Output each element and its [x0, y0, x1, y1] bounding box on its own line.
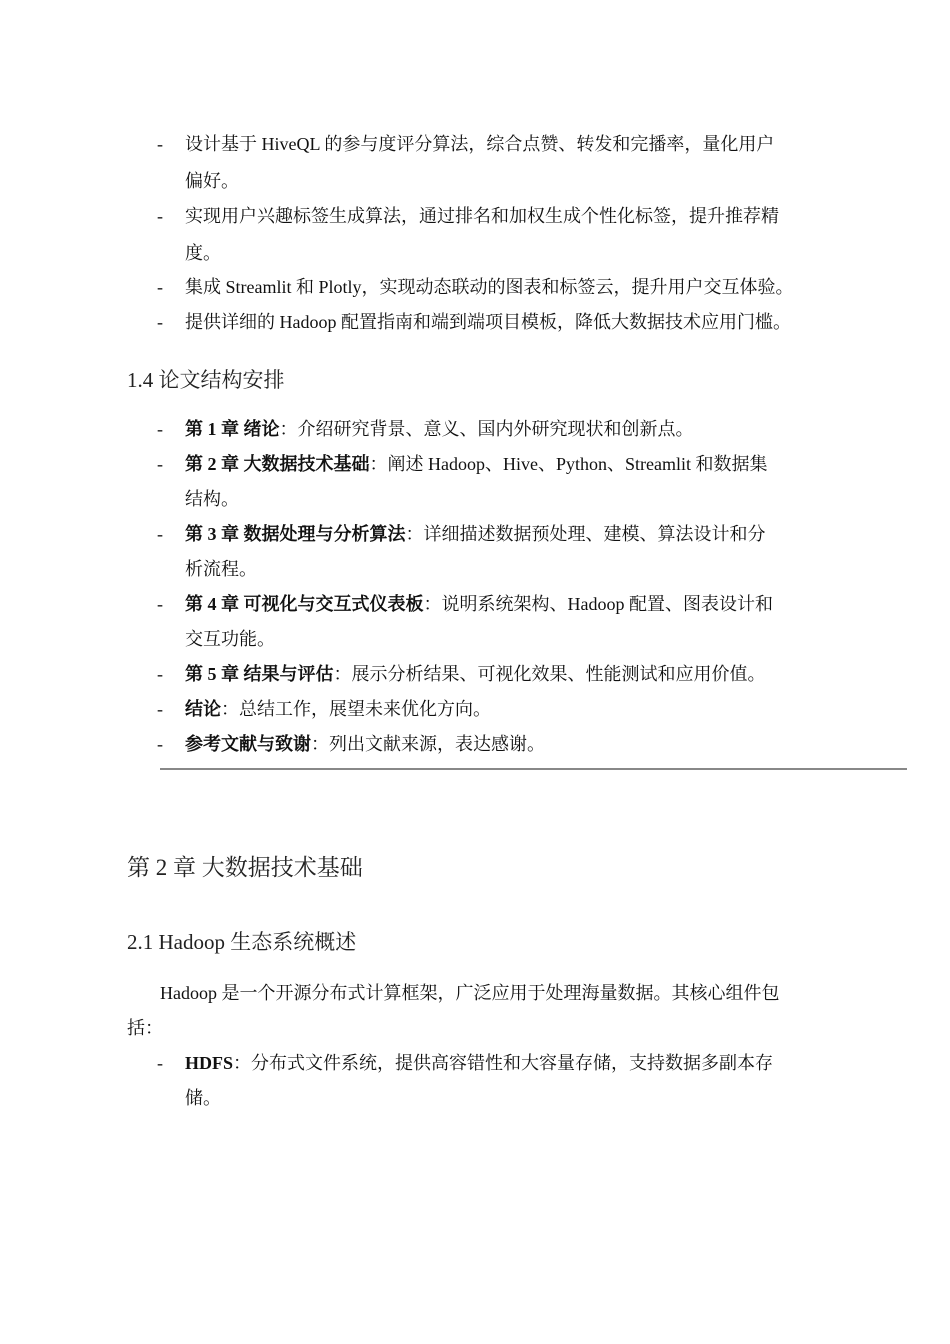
contribution-item-line: 偏好。: [185, 171, 239, 191]
structure-desc: ：总结工作，展望未来优化方向。: [221, 699, 491, 719]
structure-item: [185, 418, 694, 440]
bullet-dash: -: [157, 419, 163, 439]
structure-desc: ：介绍研究背景、意义、国内外研究现状和创新点。: [279, 419, 694, 439]
structure-desc: ：列出文献来源，表达感谢。: [311, 734, 545, 754]
bullet-dash: -: [157, 664, 163, 684]
paragraph-line: 括：: [127, 1018, 163, 1038]
hdfs-continuation: 储。: [185, 1088, 221, 1108]
chapter-2-heading: 第 2 章 大数据技术基础: [127, 855, 363, 880]
structure-item: [185, 453, 767, 475]
structure-term: 第 4 章 可视化与交互式仪表板: [185, 594, 424, 614]
section-heading-1-4: 1.4 论文结构安排: [127, 368, 285, 392]
structure-desc: ：说明系统架构、Hadoop 配置、图表设计和: [423, 594, 773, 614]
structure-term: 第 3 章 数据处理与分析算法: [185, 524, 406, 544]
contribution-item-line: 提供详细的 Hadoop 配置指南和端到端项目模板，降低大数据技术应用门槛。: [185, 312, 791, 332]
contribution-item-line: 实现用户兴趣标签生成算法，通过排名和加权生成个性化标签，提升推荐精: [185, 206, 779, 226]
hdfs-item: [185, 1052, 773, 1074]
section-heading-2-1: 2.1 Hadoop 生态系统概述: [127, 930, 357, 954]
bullet-dash: -: [157, 312, 163, 332]
structure-term: 结论: [185, 699, 221, 719]
structure-item: [185, 523, 766, 545]
bullet-dash: -: [157, 524, 163, 544]
bullet-dash: -: [157, 1053, 163, 1073]
bullet-dash: -: [157, 277, 163, 297]
horizontal-rule: [160, 768, 907, 770]
bullet-dash: -: [157, 454, 163, 474]
paragraph-line: Hadoop 是一个开源分布式计算框架，广泛应用于处理海量数据。其核心组件包: [160, 983, 780, 1003]
contribution-item-line: 度。: [185, 243, 221, 263]
bullet-dash: -: [157, 594, 163, 614]
structure-item: [185, 663, 766, 685]
structure-item: [185, 593, 773, 615]
structure-continuation: 结构。: [185, 489, 239, 509]
bullet-dash: -: [157, 699, 163, 719]
bullet-dash: -: [157, 134, 163, 154]
structure-desc: ：阐述 Hadoop、Hive、Python、Streamlit 和数据集: [369, 454, 768, 474]
structure-term: 第 1 章 绪论: [185, 419, 280, 439]
contribution-item-line: 集成 Streamlit 和 Plotly，实现动态联动的图表和标签云，提升用户交互体验。: [185, 277, 794, 297]
bullet-dash: -: [157, 734, 163, 754]
structure-item: [185, 733, 545, 755]
contribution-item-line: 设计基于 HiveQL 的参与度评分算法，综合点赞、转发和完播率，量化用户: [185, 134, 775, 154]
hdfs-term: HDFS: [185, 1053, 234, 1073]
structure-item: [185, 698, 491, 720]
bullet-dash: -: [157, 206, 163, 226]
structure-term: 参考文献与致谢: [185, 734, 311, 754]
structure-term: 第 5 章 结果与评估: [185, 664, 334, 684]
structure-term: 第 2 章 大数据技术基础: [185, 454, 370, 474]
structure-continuation: 交互功能。: [185, 629, 275, 649]
structure-desc: ：展示分析结果、可视化效果、性能测试和应用价值。: [333, 664, 766, 684]
hdfs-desc: ：分布式文件系统，提供高容错性和大容量存储，支持数据多副本存: [233, 1053, 774, 1073]
structure-continuation: 析流程。: [185, 559, 257, 579]
structure-desc: ：详细描述数据预处理、建模、算法设计和分: [405, 524, 766, 544]
